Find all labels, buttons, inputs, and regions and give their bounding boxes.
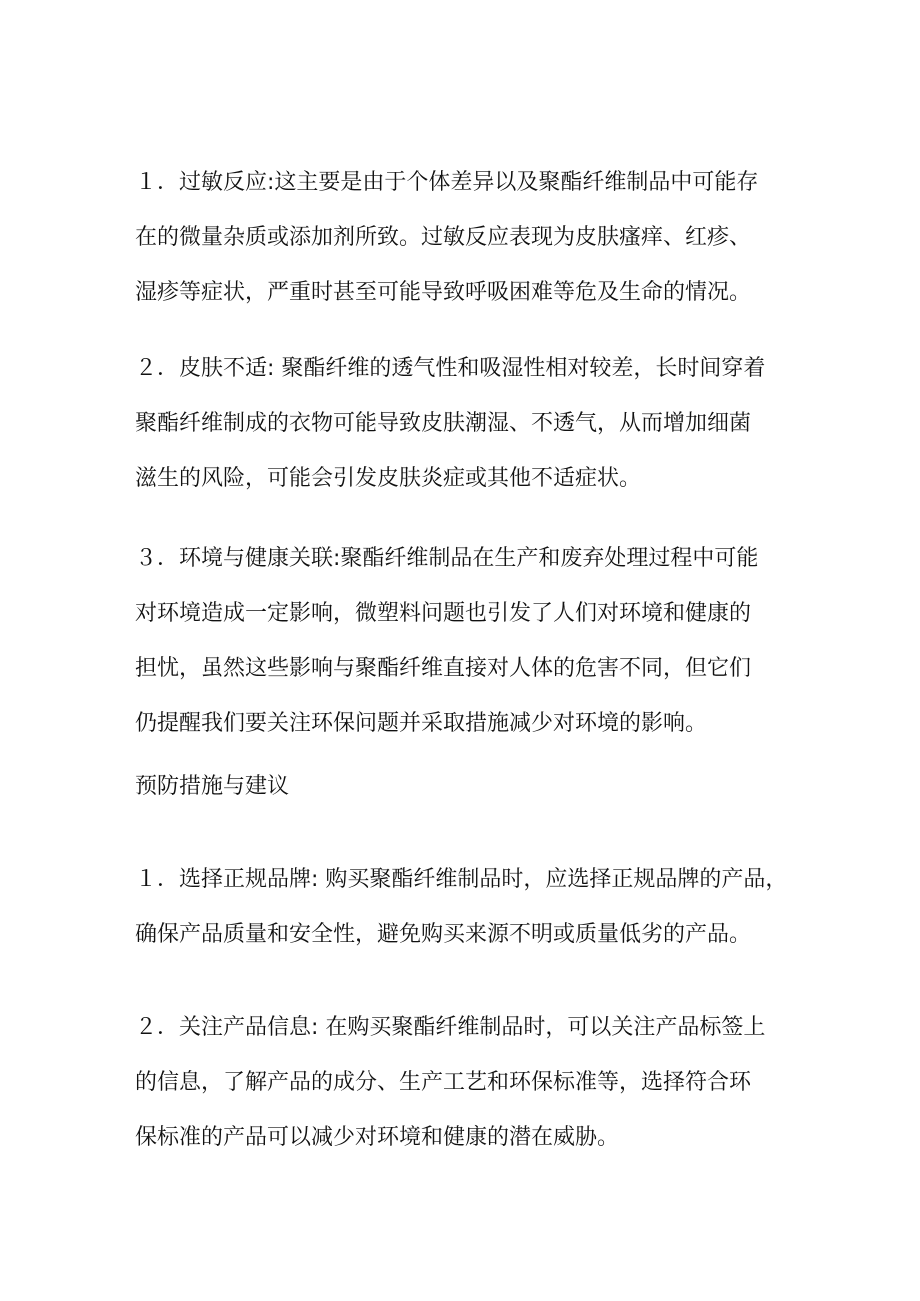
- text-line: 滋生的风险，可能会引发皮肤炎症或其他不适症状。: [135, 466, 642, 491]
- text-line: 的信息，了解产品的成分、生产工艺和环保标准等，选择符合环: [135, 1070, 752, 1095]
- text-line: １．选择正规品牌: 购买聚酯纤维制品时，应选择正规品牌的产品，: [135, 867, 788, 892]
- text-line: 确保产品质量和安全性，避免购买来源不明或质量低劣的产品。: [135, 922, 752, 947]
- text-line: 湿疹等症状，严重时甚至可能导致呼吸困难等危及生命的情况。: [135, 280, 752, 305]
- text-line: ２．关注产品信息: 在购买聚酯纤维制品时，可以关注产品标签上: [135, 1015, 766, 1040]
- text-line: 担忧，虽然这些影响与聚酯纤维直接对人体的危害不同，但它们: [135, 656, 752, 681]
- paragraph-choose-brand: [135, 852, 805, 962]
- paragraph-environment-health: [135, 531, 805, 751]
- text-line: 仍提醒我们要关注环保问题并采取措施减少对环境的影响。: [135, 711, 708, 736]
- paragraph-product-info: [135, 1000, 805, 1165]
- paragraph-skin-discomfort: [135, 341, 805, 506]
- text-line: 对环境造成一定影响，微塑料问题也引发了人们对环境和健康的: [135, 601, 752, 626]
- paragraph-allergic-reaction: [135, 155, 805, 320]
- text-line: ３．环境与健康关联:聚酯纤维制品在生产和废弃处理过程中可能: [135, 546, 759, 571]
- text-line: 保标准的产品可以减少对环境和健康的潜在威胁。: [135, 1125, 620, 1150]
- section-heading: [135, 759, 805, 814]
- heading-text: 预防措施与建议: [135, 774, 290, 799]
- text-line: 聚酯纤维制成的衣物可能导致皮肤潮湿、不透气，从而增加细菌: [135, 411, 752, 436]
- text-line: 在的微量杂质或添加剂所致。过敏反应表现为皮肤瘙痒、红疹、: [135, 225, 752, 250]
- text-line: １．过敏反应:这主要是由于个体差异以及聚酯纤维制品中可能存: [135, 170, 759, 195]
- text-line: ２．皮肤不适: 聚酯纤维的透气性和吸湿性相对较差，长时间穿着: [135, 356, 766, 381]
